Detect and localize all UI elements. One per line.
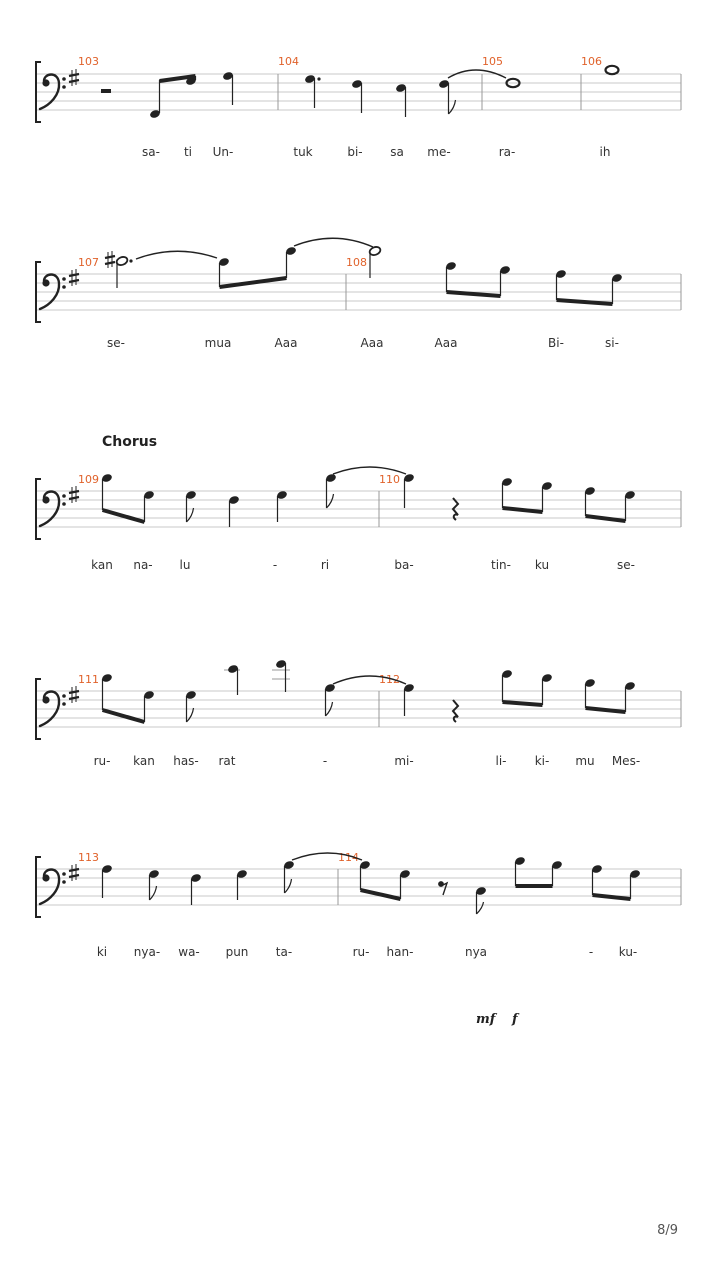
lyric-syllable: nya- xyxy=(133,945,161,959)
lyric-syllable: ri xyxy=(320,558,330,572)
lyric-syllable: ta- xyxy=(275,945,293,959)
lyric-syllable: ki xyxy=(96,945,108,959)
lyric-syllable: kan xyxy=(91,558,113,572)
lyric-syllable: ki- xyxy=(534,754,550,768)
measure-number: 112 xyxy=(379,673,400,686)
lyric-syllable: wa- xyxy=(178,945,200,959)
measure-number: 110 xyxy=(379,473,400,486)
dynamic-marking: mf xyxy=(476,1012,496,1027)
lyric-syllable: ku- xyxy=(618,945,638,959)
staff-system-2 xyxy=(36,238,681,350)
staff-lines xyxy=(36,74,681,110)
lyrics-line-1 xyxy=(142,145,610,159)
lyric-syllable: pun xyxy=(225,945,249,959)
staff-lines xyxy=(36,274,681,310)
lyric-syllable: nya xyxy=(464,945,488,959)
staff-lines xyxy=(36,491,681,527)
lyric-syllable: mu xyxy=(575,754,595,768)
lyric-syllable: - xyxy=(588,945,594,959)
lyric-syllable: se- xyxy=(617,558,635,572)
staff-system-5 xyxy=(36,851,681,959)
measure-number: 105 xyxy=(482,55,503,68)
notes xyxy=(101,659,636,722)
measure-number: 103 xyxy=(78,55,99,68)
lyric-syllable: lu xyxy=(179,558,191,572)
measure-number: 113 xyxy=(78,851,99,864)
lyric-syllable: ba- xyxy=(394,558,414,572)
half-rest xyxy=(101,89,111,93)
measure-number: 109 xyxy=(78,473,99,486)
lyric-syllable: si- xyxy=(605,336,619,350)
lyrics-line-3 xyxy=(91,558,635,572)
measure-number: 107 xyxy=(78,256,99,269)
lyric-syllable: me- xyxy=(427,145,451,159)
lyric-syllable: bi- xyxy=(347,145,363,159)
measure-number: 111 xyxy=(78,673,99,686)
lyric-syllable: Aaa xyxy=(434,336,458,350)
lyric-syllable: Aaa xyxy=(360,336,384,350)
lyric-syllable: Bi- xyxy=(548,336,564,350)
lyric-syllable: se- xyxy=(107,336,125,350)
lyric-syllable: - xyxy=(272,558,278,572)
notes xyxy=(105,238,623,304)
slur xyxy=(136,251,217,259)
lyric-syllable: li- xyxy=(495,754,507,768)
staff-lines xyxy=(36,691,681,727)
section-label: Chorus xyxy=(102,434,158,450)
lyric-syllable: rat xyxy=(218,754,236,768)
measure-number: 114 xyxy=(338,851,359,864)
lyric-syllable: ku xyxy=(534,558,550,572)
lyric-syllable: han- xyxy=(386,945,414,959)
lyric-syllable: ru- xyxy=(93,754,111,768)
lyric-syllable: mi- xyxy=(394,754,414,768)
lyric-syllable: mua xyxy=(204,336,232,350)
lyric-syllable: has- xyxy=(173,754,199,768)
measure-number: 106 xyxy=(581,55,602,68)
lyric-syllable: Mes- xyxy=(611,754,641,768)
lyric-syllable: Un- xyxy=(212,145,234,159)
measure-number: 104 xyxy=(278,55,299,68)
lyric-syllable: tuk xyxy=(293,145,313,159)
lyric-syllable: - xyxy=(322,754,328,768)
lyric-syllable: tin- xyxy=(491,558,511,572)
lyric-syllable: kan xyxy=(133,754,155,768)
lyrics-line-2 xyxy=(107,336,619,350)
staff-system-3 xyxy=(36,467,681,572)
lyrics-line-4 xyxy=(94,754,641,768)
lyric-syllable: ti xyxy=(183,145,193,159)
page-number: 8/9 xyxy=(657,1223,678,1238)
staff-system-1 xyxy=(36,55,681,159)
staff-lines xyxy=(36,869,681,905)
slur xyxy=(294,238,373,247)
lyric-syllable: ih xyxy=(599,145,611,159)
lyric-syllable: sa xyxy=(390,145,404,159)
lyrics-line-5 xyxy=(97,945,637,959)
lyric-syllable: sa- xyxy=(142,145,160,159)
lyric-syllable: ra- xyxy=(498,145,516,159)
lyric-syllable: na- xyxy=(133,558,153,572)
dynamic-marking: f xyxy=(512,1012,518,1027)
lyric-syllable: ru- xyxy=(352,945,370,959)
lyric-syllable: Aaa xyxy=(274,336,298,350)
staff-system-4 xyxy=(36,659,681,768)
measure-number: 108 xyxy=(346,256,367,269)
